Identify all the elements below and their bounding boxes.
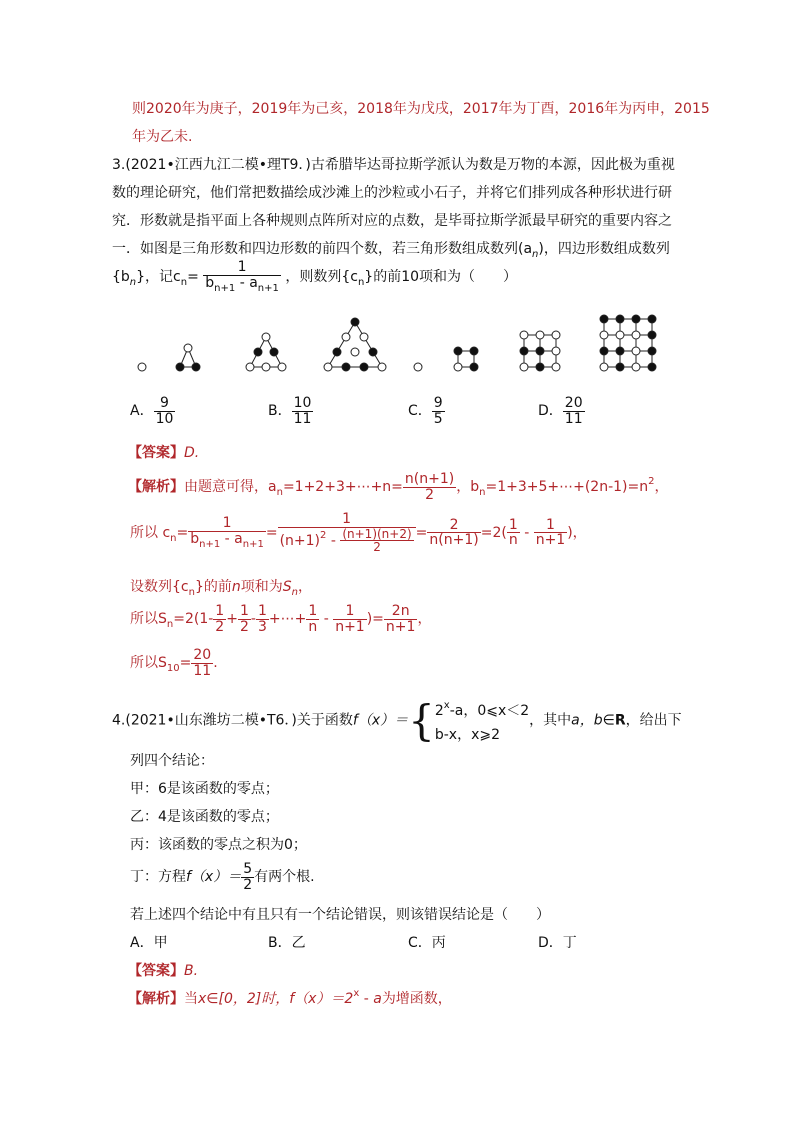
q3-analysis-line-4: 所以$S_n=2(1-$ $\frac{1}{2}$ + $\frac{1}{2}$ - $\frac{1}{3}$ +⋯+ $\frac{1}{n}$ - $\frac{1}{n+1}$ )= $\frac{2n}{n+1}$ ，: [130, 603, 432, 635]
q4-answer: 【答案】B.: [128, 963, 199, 979]
dot: [600, 331, 608, 339]
piecewise-brace: {: [408, 695, 435, 745]
q4-option-c[interactable]: C．丙: [408, 935, 446, 951]
dot: [552, 331, 560, 339]
dot: [616, 363, 624, 371]
q3-option-a[interactable]: A． $\frac{9}{10}$: [130, 395, 174, 427]
dot: [600, 315, 608, 323]
q3-analysis-line-5: 所以$S_{10}=$ $\frac{20}{11}$ .: [130, 647, 218, 679]
dot: [536, 363, 544, 371]
q4-line-2: 列四个结论：: [130, 753, 214, 769]
q3-line-4: 一．如图是三角形数和四边形数的前四个数，若三角形数组成数列$(a_n)$，四边形数组成数列: [112, 241, 670, 260]
dot: [360, 363, 368, 371]
q3-analysis-line-3: 设数列$\{c_n\}$的前n项和为$S_n$，: [130, 579, 312, 598]
q3-line-3: 究．形数就是指平面上各种规则点阵所对应的点数，是毕哥拉斯学派最早研究的重要内容之: [112, 213, 672, 229]
dot: [520, 347, 528, 355]
dot: [520, 331, 528, 339]
dot: [454, 363, 462, 371]
dot: [632, 315, 640, 323]
q4-analysis-line-1: 【解析】当x∈[0，2]时，$f(x)=2^x - a$为增函数，: [128, 988, 452, 1007]
continued-line-2: 年为乙未.: [132, 129, 193, 145]
q4-item-ding: 丁：方程f（x）＝ $\frac{5}{2}$ 有两个根.: [130, 861, 315, 893]
dot: [648, 315, 656, 323]
dot: [470, 363, 478, 371]
dot: [342, 363, 350, 371]
dot: [616, 315, 624, 323]
q3-cn-definition: $\{b_n\}$，记$c_n=$ $\frac{1}{b_{n+1} - a_{n+1}}$ ，则数列$\{c_n\}$的前10项和为（ ）: [112, 259, 518, 294]
q4-option-b[interactable]: B．乙: [268, 935, 306, 951]
q3-analysis-line-1: 【解析】由题意可得，$a_n=1+2+3+\cdots+n=$ $\frac{n(n+1)}{2}$ ，$b_n=1+3+5+\cdots+(2n-1)=n^2$，: [128, 471, 669, 503]
dot: [648, 363, 656, 371]
q4-item-bing: 丙：该函数的零点之积为0；: [130, 837, 307, 853]
dot: [270, 348, 278, 356]
cn-fraction: $\frac{1}{b_{n+1} - a_{n+1}}$: [205, 259, 279, 294]
dot: [536, 347, 544, 355]
dot: [632, 347, 640, 355]
dot: [378, 363, 386, 371]
dot: [632, 331, 640, 339]
dot: [278, 363, 286, 371]
dot: [342, 333, 350, 341]
dot: [552, 363, 560, 371]
q4-item-yi: 乙：4是该函数的零点；: [130, 809, 279, 825]
dot: [351, 318, 359, 326]
q3-option-d[interactable]: D． $\frac{20}{11}$: [538, 395, 583, 427]
dot: [360, 333, 368, 341]
dot: [333, 348, 341, 356]
q3-line-2: 数的理论研究，他们常把数描绘成沙滩上的沙粒或小石子，并将它们排列成各种形状进行研: [112, 185, 672, 201]
dot: [262, 363, 270, 371]
dot: [552, 347, 560, 355]
q4-option-d[interactable]: D．丁: [538, 935, 577, 951]
q4-item-jia: 甲：6是该函数的零点；: [130, 781, 279, 797]
dot: [254, 348, 262, 356]
dot: [648, 347, 656, 355]
q3-source: (2021•江西九江二模•理T9．): [125, 157, 311, 173]
continued-line-1: 则2020年为庚子，2019年为己亥，2018年为戊戌，2017年为丁酉，2016年为丙申，2015: [132, 101, 710, 117]
dot: [184, 344, 192, 352]
dot: [414, 363, 422, 371]
dot: [648, 331, 656, 339]
dot: [632, 363, 640, 371]
dot: [600, 363, 608, 371]
dot: [369, 348, 377, 356]
q4-source: (2021•山东潍坊二模•T6．): [125, 712, 297, 729]
dot: [520, 363, 528, 371]
q4-option-a[interactable]: A．甲: [130, 935, 168, 951]
dot: [470, 347, 478, 355]
dot: [192, 363, 200, 371]
q3-option-c[interactable]: C． $\frac{9}{5}$: [408, 395, 443, 427]
dot: [262, 333, 270, 341]
dot: [246, 363, 254, 371]
q4-line-1: 4.(2021•山东潍坊二模•T6．)关于函数f（x）＝{ 2$^x$-a，0⩽x＜2 b-x，x⩾2 ，其中a，b∈R，给出下: [112, 694, 682, 747]
dot: [616, 347, 624, 355]
dot: [176, 363, 184, 371]
q3-answer: 【答案】D.: [128, 445, 200, 461]
dot: [351, 348, 359, 356]
dot: [616, 331, 624, 339]
q4-number: 4.: [112, 712, 126, 729]
q3-option-b[interactable]: B． $\frac{10}{11}$: [268, 395, 312, 427]
q3-analysis-line-2: 所以 $c_n=$ $\frac{1}{b_{n+1} - a_{n+1}}$ = 1 $(n+1)^2$ - $\frac{(n+1)(n+2)}{2}$ = $\frac{2}{n(n+1)}$ =2( $\frac{1}{n}$ - $\frac{1}{n+1}$ )，: [130, 511, 587, 555]
figurate-numbers-figure: [130, 312, 670, 384]
piecewise-cases: 2$^x$-a，0⩽x＜2 b-x，x⩾2: [434, 700, 530, 743]
dot: [454, 347, 462, 355]
dot: [600, 347, 608, 355]
dot: [324, 363, 332, 371]
dot: [536, 331, 544, 339]
q4-condition: 若上述四个结论中有且只有一个结论错误，则该错误结论是（ ）: [130, 907, 550, 923]
q3-line-1: 3.(2021•江西九江二模•理T9．)古希腊毕达哥拉斯学派认为数是万物的本源，因此极为重视: [112, 157, 675, 173]
dot: [138, 363, 146, 371]
q3-number: 3.: [112, 157, 126, 173]
